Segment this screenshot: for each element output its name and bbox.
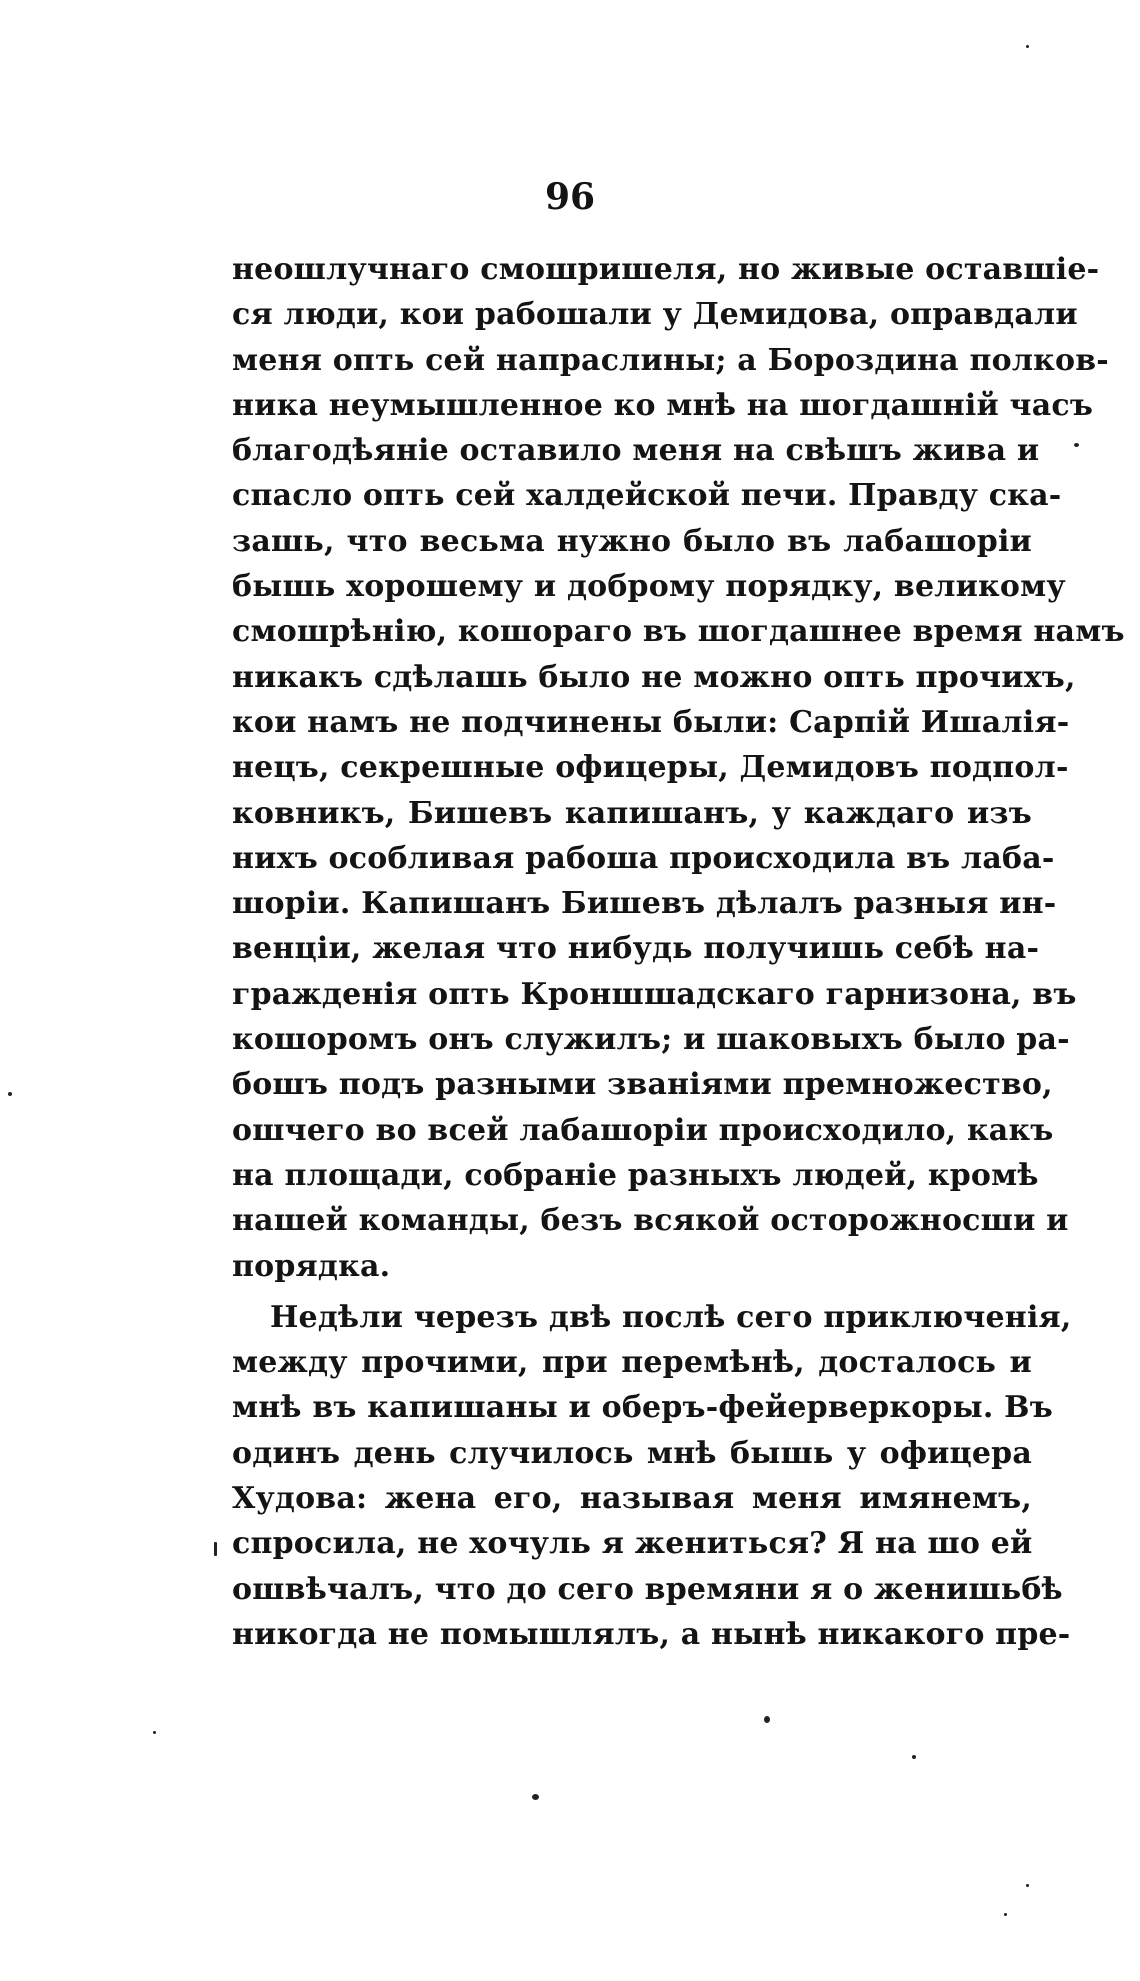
text-line: одинъ день случилось мнѣ бышь у офицера [232, 1435, 1032, 1471]
text-line: порядка. [232, 1248, 391, 1284]
text-line: никакъ сдѣлашь было не можно опть прочихъ, [232, 659, 1076, 695]
text-line: кои намъ не подчинены были: Сарпій Ишалія- [232, 704, 1070, 740]
text-line: нихъ особливая рабоша происходила въ лаба- [232, 840, 1055, 876]
text-line: шоріи. Капишанъ Бишевъ дѣлалъ разныя ин- [232, 886, 1057, 922]
text-line: ошвѣчалъ, что до сего времяни я о женишьбѣ [232, 1571, 1063, 1607]
text-line: спросила, не хочуль я жениться? Я на шо ей [232, 1526, 1033, 1562]
text-line: зашь, что весьма нужно было въ лабашоріи [232, 523, 1032, 559]
text-line: неошлучнаго смошришеля, но живые оставшіе- [232, 252, 1100, 287]
text-line: смошрѣнію, кошораго въ шогдашнее время намъ [232, 614, 1125, 650]
scan-speck [153, 1731, 156, 1734]
text-line: ся люди, кои рабошали у Демидова, оправдали [232, 297, 1078, 333]
scan-speck [214, 1542, 217, 1556]
text-line: венціи, желая что нибудь получишь себѣ на- [232, 931, 1040, 967]
scan-speck [1026, 45, 1029, 48]
text-line: нецъ, секрешные офицеры, Демидовъ подпол- [232, 750, 1069, 786]
scan-speck [912, 1755, 916, 1759]
scan-speck [532, 1794, 539, 1800]
text-line: на площади, собраніе разныхъ людей, кромѣ [232, 1157, 1039, 1193]
text-line: нашей команды, безъ всякой осторожносши и [232, 1203, 1069, 1239]
body-text [232, 247, 1125, 1657]
text-line: Недѣли черезъ двѣ послѣ сего приключенія, [270, 1299, 1072, 1335]
text-line: мнѣ въ капишаны и оберъ-фейерверкоры. Въ [232, 1390, 1053, 1426]
text-line: ника неумышленное ко мнѣ на шогдашній часъ [232, 387, 1094, 423]
scan-speck [8, 1092, 12, 1096]
text-line: меня опть сей напраслины; а Бороздина полков- [232, 342, 1109, 378]
scan-speck [764, 1716, 770, 1723]
text-line: спасло опть сей халдейской печи. Правду ска- [232, 478, 1062, 514]
text-line: Худова: жена его, называя меня имянемъ, [232, 1481, 1032, 1517]
scan-speck [1004, 1913, 1007, 1916]
scan-speck [1026, 1884, 1029, 1887]
scan-speck [1074, 443, 1079, 447]
page-number: 96 [544, 176, 596, 218]
text-line: никогда не помышлялъ, а нынѣ никакого пре- [232, 1616, 1071, 1652]
text-line: бошъ подъ разными званіями премножество, [232, 1067, 1053, 1103]
text-line: ковникъ, Бишевъ капишанъ, у каждаго изъ [232, 795, 1032, 831]
text-line: между прочими, при перемѣнѣ, досталось и [232, 1345, 1032, 1381]
text-line: кошоромъ онъ служилъ; и шаковыхъ было ра- [232, 1022, 1070, 1058]
text-line: гражденія опть Кроншшадскаго гарнизона, въ [232, 976, 1077, 1012]
text-line: благодѣяніе оставило меня на свѣшъ жива и [232, 433, 1040, 469]
text-line: ошчего во всей лабашоріи происходило, какъ [232, 1112, 1054, 1148]
text-line: бышь хорошему и доброму порядку, великому [232, 569, 1066, 605]
